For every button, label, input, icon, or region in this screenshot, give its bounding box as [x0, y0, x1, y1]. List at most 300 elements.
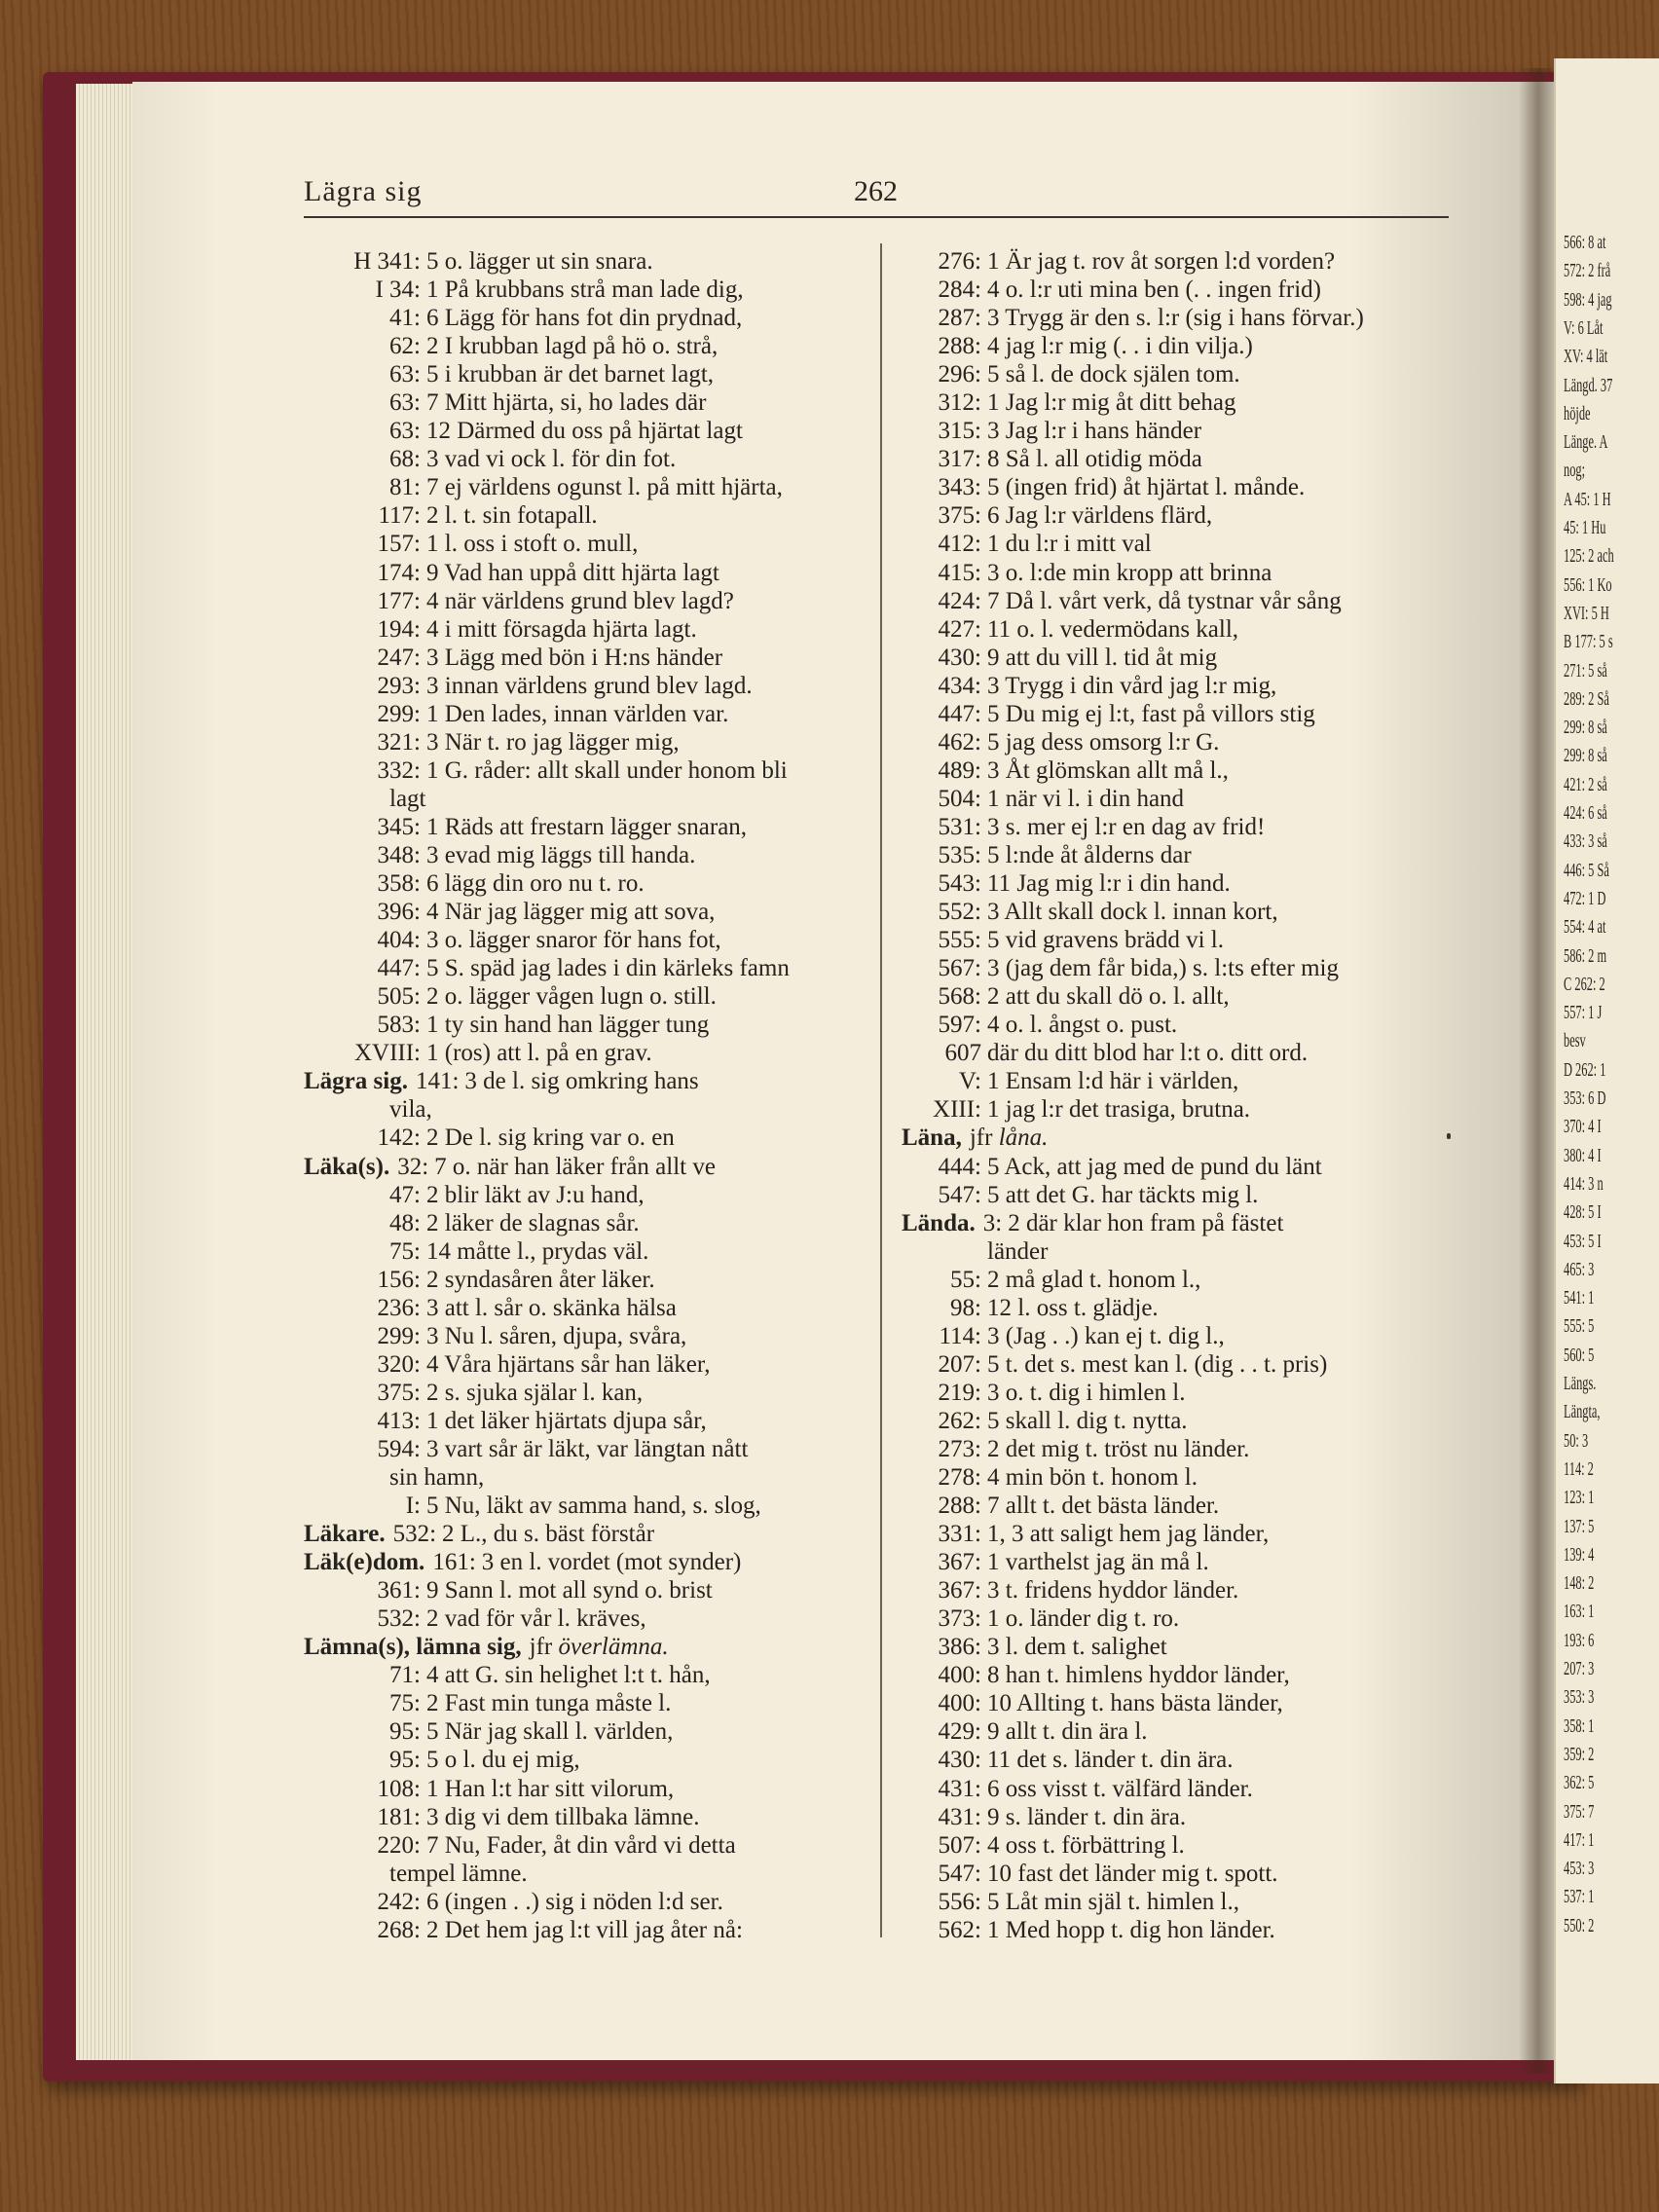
index-entry [304, 700, 859, 728]
index-entry [902, 1520, 1456, 1548]
index-entry [304, 587, 859, 615]
entry-text: 4 När jag lägger mig att sova, [426, 899, 716, 926]
hymn-ref: 41: [389, 305, 421, 332]
index-entry [304, 360, 859, 388]
entry-text: 5 så l. de dock själen tom. [987, 361, 1240, 388]
next-page-line: 557: 1 J [1564, 1002, 1603, 1024]
entry-text: 7 o. när han läker från allt ve [434, 1153, 716, 1180]
index-entry [304, 276, 859, 304]
index-entry [902, 1095, 1456, 1124]
running-head: Lägra sig [304, 175, 423, 207]
index-entry [304, 501, 859, 530]
headword: Läna, [902, 1124, 962, 1152]
next-page-line: 163: 1 [1564, 1601, 1595, 1623]
entry-text: 3 Trygg i din vård jag l:r mig, [987, 672, 1277, 699]
hymn-ref: 141: [415, 1068, 460, 1095]
entry-text: 10 fast det länder mig t. spott. [987, 1860, 1278, 1887]
index-entry [304, 445, 859, 473]
hymn-ref: 177: [377, 587, 421, 614]
headword-entry [304, 1520, 859, 1548]
entry-text: 1 det läker hjärtats djupa sår, [426, 1407, 707, 1434]
entry-text: 2 det mig t. tröst nu länder. [987, 1435, 1250, 1462]
hymn-ref: 207: [938, 1350, 981, 1378]
index-entry [902, 785, 1456, 813]
index-entry [304, 1604, 859, 1633]
next-page-line: nog; [1564, 460, 1586, 482]
entry-text: 5 o l. du ej mig, [426, 1747, 580, 1774]
hymn-ref: 597: [938, 1012, 981, 1039]
next-page-line: 572: 2 frå [1564, 260, 1611, 282]
entry-text: 4 o. l:r uti mina ben (. . ingen frid) [987, 276, 1321, 304]
hymn-ref: 415: [938, 559, 981, 586]
entry-text: 6 Jag l:r världens flärd, [987, 502, 1213, 530]
index-entry [902, 1775, 1456, 1803]
next-page-line: 299: 8 så [1564, 745, 1607, 767]
index-entry [304, 1803, 859, 1831]
entry-text: 3 l. dem t. salighet [987, 1634, 1167, 1661]
entry-text: 9 Vad han uppå ditt hjärta lagt [426, 559, 719, 586]
index-entry [304, 644, 859, 672]
index-entry [902, 615, 1456, 644]
hymn-ref: 68: [389, 446, 421, 473]
hymn-ref: 114: [939, 1322, 981, 1349]
entry-text: 1 Den lades, innan världen var. [426, 700, 729, 727]
index-entry [902, 1604, 1456, 1633]
hymn-ref: 288: [938, 1493, 981, 1520]
index-entry [902, 1067, 1456, 1095]
hymn-ref: 262: [938, 1407, 981, 1434]
next-page-line: B 177: 5 s [1564, 631, 1613, 653]
next-page-line: 555: 5 [1564, 1315, 1595, 1338]
hymn-ref: 98: [950, 1294, 981, 1321]
hymn-ref: 220: [377, 1831, 421, 1859]
index-entry [902, 1266, 1456, 1294]
hymn-ref: 555: [938, 927, 981, 954]
hymn-ref: 161: [432, 1549, 476, 1576]
index-entry [902, 1463, 1456, 1492]
next-page-line: 414: 3 n [1564, 1172, 1604, 1195]
index-entry [902, 1435, 1456, 1463]
entry-text: 3 Nu l. såren, djupa, svåra, [426, 1322, 687, 1349]
index-entry [304, 728, 859, 756]
index-entry [902, 869, 1456, 898]
hymn-ref: 71: [389, 1662, 421, 1689]
entry-text: 5 Du mig ej l:t, fast på villors stig [987, 700, 1315, 727]
index-entry [902, 417, 1456, 445]
hymn-ref: 367: [938, 1577, 981, 1604]
index-entry [902, 1153, 1456, 1181]
entry-text: 4 jag l:r mig (. . i din vilja.) [987, 333, 1253, 360]
entry-text: 4 oss t. förbättring l. [987, 1831, 1185, 1859]
next-page-line: 380: 4 I [1564, 1144, 1602, 1166]
hymn-ref: 181: [377, 1803, 421, 1830]
entry-text: 9 att du vill l. tid åt mig [987, 644, 1218, 671]
next-page-line: 472: 1 D [1564, 887, 1606, 909]
next-page-line: 148: 2 [1564, 1572, 1595, 1595]
hymn-ref: 236: [377, 1294, 421, 1321]
hymn-ref: 556: [938, 1888, 981, 1915]
hymn-ref: 95: [389, 1747, 421, 1774]
entry-text: 2 s. sjuka själar l. kan, [426, 1379, 644, 1406]
index-entry [304, 1407, 859, 1435]
entry-text: 3 en l. vordet (mot synder) [481, 1549, 742, 1576]
entry-text: 4 Våra hjärtans sår han läker, [426, 1350, 711, 1378]
entry-text: 6 (ingen . .) sig i nöden l:d ser. [426, 1888, 723, 1915]
entry-text: 1 Ensam l:d här i världen, [987, 1068, 1239, 1095]
index-entry [304, 1350, 859, 1379]
index-entry [304, 1831, 859, 1860]
entry-text: 3 Jag l:r i hans händer [987, 418, 1202, 445]
next-page-line: Längta, [1564, 1401, 1601, 1423]
entry-continuation: lagt [389, 785, 426, 812]
entry-text: 7 allt t. det bästa länder. [987, 1493, 1220, 1520]
hymn-ref: 293: [377, 672, 421, 699]
hymn-ref: 345: [377, 813, 421, 840]
hymn-ref: H 341: [353, 248, 421, 275]
hymn-ref: 194: [377, 615, 421, 643]
entry-text: där du ditt blod har l:t o. ditt ord. [987, 1040, 1309, 1067]
hymn-ref: I 34: [375, 276, 421, 304]
entry-text: 1 varthelst jag än må l. [987, 1549, 1209, 1576]
index-entry [902, 1576, 1456, 1604]
index-entry [902, 728, 1456, 756]
headword-entry [304, 1067, 859, 1095]
hymn-ref: 276: [938, 248, 981, 275]
hymn-ref: 331: [938, 1521, 981, 1548]
entry-text: 1 På krubbans strå man lade dig, [426, 276, 744, 304]
next-page-line: 433: 3 så [1564, 830, 1607, 853]
page-header [304, 175, 1449, 214]
index-entry [902, 672, 1456, 700]
hymn-ref: 400: [938, 1690, 981, 1717]
next-page-line: höjde [1564, 402, 1591, 424]
entry-text: 11 Jag mig l:r i din hand. [987, 870, 1231, 898]
hymn-ref: 447: [938, 700, 981, 727]
index-entry [902, 1803, 1456, 1831]
index-entry [304, 247, 859, 276]
entry-text: 8 han t. himlens hyddor länder, [987, 1662, 1290, 1689]
hymn-ref: I: [405, 1493, 421, 1520]
index-entry [304, 332, 859, 360]
hymn-ref: 367: [938, 1549, 981, 1576]
index-entry [304, 1266, 859, 1294]
hymn-ref: 273: [938, 1435, 981, 1462]
hymn-ref: 430: [938, 1747, 981, 1774]
next-page-line: 353: 6 D [1564, 1088, 1606, 1109]
hymn-ref: 315: [938, 418, 981, 445]
hymn-ref: 108: [377, 1775, 421, 1802]
hymn-ref: 400: [938, 1662, 981, 1689]
index-entry [902, 1831, 1456, 1860]
hymn-ref: 63: [389, 361, 421, 388]
entry-text: 3 Lägg med bön i H:ns händer [426, 644, 723, 671]
hymn-ref: 504: [938, 785, 981, 812]
entry-text: 4 i mitt försagda hjärta lagt. [426, 615, 697, 643]
headword: Läkare. [304, 1521, 386, 1548]
hymn-ref: 507: [938, 1831, 981, 1859]
page-number: 262 [854, 175, 898, 207]
hymn-ref: 607 [944, 1040, 981, 1067]
index-entry [304, 841, 859, 869]
entry-text: 1 Jag l:r mig åt ditt behag [987, 389, 1236, 417]
index-entry [902, 1350, 1456, 1379]
hymn-ref: 447: [377, 955, 421, 982]
hymn-ref: 63: [389, 389, 421, 417]
index-entry [902, 926, 1456, 954]
index-entry [304, 869, 859, 898]
next-page-line: 207: 3 [1564, 1658, 1595, 1679]
entry-text: jfr [969, 1124, 999, 1152]
hymn-ref: 157: [377, 531, 421, 558]
hymn-ref: 32: [397, 1153, 429, 1180]
index-entry [902, 559, 1456, 587]
index-entry [902, 1888, 1456, 1916]
entry-text: 9 s. länder t. din ära. [987, 1803, 1187, 1830]
entry-text: 11 o. l. vedermödans kall, [987, 615, 1239, 643]
entry-text: 3 innan världens grund blev lagd. [426, 672, 753, 699]
entry-text: 2 må glad t. honom l., [987, 1266, 1201, 1293]
hymn-ref: 505: [377, 983, 421, 1011]
index-entry [902, 304, 1456, 332]
hymn-ref: 552: [938, 899, 981, 926]
index-entry [902, 1011, 1456, 1039]
entry-continuation: vila, [389, 1096, 432, 1124]
next-page-line: 289: 2 Så [1564, 687, 1609, 710]
index-entry [902, 982, 1456, 1011]
entry-text: 2 syndasåren åter läker. [426, 1266, 655, 1293]
entry-text: 3 (Jag . .) kan ej t. dig l., [987, 1322, 1225, 1349]
entry-text: 2 att du skall dö o. l. allt, [987, 983, 1230, 1011]
index-entry [902, 501, 1456, 530]
entry-text: 1 l. oss i stoft o. mull, [426, 531, 639, 558]
index-entry [902, 1492, 1456, 1520]
index-entry [304, 1689, 859, 1717]
hymn-ref: 535: [938, 841, 981, 868]
hymn-ref: 296: [938, 361, 981, 388]
index-entry [304, 1576, 859, 1604]
entry-text: 9 Sann l. mot all synd o. brist [426, 1577, 713, 1604]
index-entry [902, 1181, 1456, 1209]
hymn-ref: 431: [938, 1803, 981, 1830]
index-entry [304, 954, 859, 982]
entry-text: 5 S. späd jag lades i din kärleks famn [426, 955, 790, 982]
next-page-line: 424: 6 så [1564, 802, 1607, 824]
entry-text: 2 o. lägger vågen lugn o. still. [426, 983, 717, 1011]
index-entry [902, 1689, 1456, 1717]
entry-continuation: tempel lämne. [389, 1860, 528, 1887]
entry-text: 2 blir läkt av J:u hand, [426, 1181, 645, 1208]
next-page-line: 554: 4 at [1564, 916, 1606, 939]
headword: Lända. [902, 1209, 976, 1236]
hymn-ref: 299: [377, 1322, 421, 1349]
entry-text: 4 att G. sin helighet l:t t. hån, [426, 1662, 711, 1689]
next-page-line: 566: 8 at [1564, 232, 1606, 253]
entry-text: 5 När jag skall l. världen, [426, 1718, 674, 1746]
next-page-line: 446: 5 Så [1564, 859, 1609, 881]
entry-text: 11 det s. länder t. din ära. [987, 1747, 1234, 1774]
hymn-ref: 95: [389, 1718, 421, 1746]
entry-text: 7 Då l. vårt verk, då tystnar vår sång [987, 587, 1342, 614]
entry-text: 1 du l:r i mitt val [987, 531, 1152, 558]
hymn-ref: 361: [377, 1577, 421, 1604]
headword-entry [304, 1633, 859, 1661]
next-page-fragment [1554, 58, 1659, 2083]
next-page-line: 359: 2 [1564, 1743, 1595, 1765]
hymn-ref: 404: [377, 927, 421, 954]
index-entry [304, 813, 859, 841]
entry-text: 3 dig vi dem tillbaka lämne. [426, 1803, 700, 1830]
hymn-ref: 284: [938, 276, 981, 304]
index-entry [304, 1124, 859, 1152]
index-entry [902, 1717, 1456, 1746]
next-page-line: 137: 5 [1564, 1515, 1595, 1537]
index-entry [304, 1011, 859, 1039]
index-entry [304, 1661, 859, 1689]
entry-text: 4 när världens grund blev lagd? [426, 587, 734, 614]
hymn-ref: 412: [938, 531, 981, 558]
index-entry [902, 360, 1456, 388]
index-entry [304, 530, 859, 558]
index-entry [304, 1717, 859, 1746]
hymn-ref: 317: [938, 446, 981, 473]
entry-text: 5 skall l. dig t. nytta. [987, 1407, 1188, 1434]
hymn-ref: V: [958, 1068, 981, 1095]
entry-text: 6 oss visst t. välfärd länder. [987, 1775, 1253, 1802]
entry-text: 5 vid gravens brädd vi l. [987, 927, 1225, 954]
hymn-ref: 434: [938, 672, 981, 699]
next-page-line: C 262: 2 [1564, 973, 1605, 995]
index-entry [304, 1775, 859, 1803]
hymn-ref: 532: [392, 1521, 437, 1548]
entry-text: 2 De l. sig kring var o. en [426, 1124, 675, 1152]
entry-text: 3 att l. sår o. skänka hälsa [426, 1294, 677, 1321]
index-entry [902, 1322, 1456, 1350]
entry-text: 3 vart sår är läkt, var längtan nått [426, 1435, 749, 1462]
ink-dot [1447, 1133, 1451, 1139]
hymn-ref: 427: [938, 615, 981, 643]
entry-text: 3 Trygg är den s. l:r (sig i hans förvar.) [987, 305, 1364, 332]
index-entry [304, 1916, 859, 1944]
entry-text: 2 I krubban lagd på hö o. strå, [426, 333, 719, 360]
index-entry [902, 247, 1456, 276]
hymn-ref: 568: [938, 983, 981, 1011]
index-entry [304, 1237, 859, 1266]
next-page-line: 362: 5 [1564, 1772, 1595, 1794]
hymn-ref: 320: [377, 1350, 421, 1378]
next-page-line: 299: 8 så [1564, 717, 1607, 739]
entry-text: 12 Därmed du oss på hjärtat lagt [426, 418, 743, 445]
headword-entry [902, 1209, 1456, 1237]
next-page-line: 465: 3 [1564, 1258, 1595, 1280]
index-entry [304, 304, 859, 332]
entry-text: 1 Han l:t har sitt vilorum, [426, 1775, 675, 1802]
index-entry [304, 388, 859, 417]
next-page-line: 586: 2 m [1564, 944, 1607, 967]
headword: Läka(s). [304, 1153, 390, 1180]
hymn-ref: 321: [377, 728, 421, 756]
hymn-ref: 47: [389, 1181, 421, 1208]
hymn-ref: 543: [938, 870, 981, 898]
hymn-ref: 287: [938, 305, 981, 332]
index-entry [902, 1633, 1456, 1661]
entry-text: 1 när vi l. i din hand [987, 785, 1185, 812]
entry-text: 2 där klar hon fram på fästet [1008, 1209, 1284, 1236]
hymn-ref: XVIII: [353, 1040, 421, 1067]
entry-text: 3 vad vi ock l. för din fot. [426, 446, 677, 473]
entry-text: 2 läker de slagnas sår. [426, 1209, 640, 1236]
entry-text: 3 o. lägger snaror för hans fot, [426, 927, 721, 954]
entry-text: 5 o. lägger ut sin snara. [426, 248, 653, 275]
entry-continuation: länder [987, 1237, 1049, 1265]
hymn-ref: 594: [377, 1435, 421, 1462]
hymn-ref: 375: [938, 502, 981, 530]
entry-text: 10 Allting t. hans bästa länder, [987, 1690, 1283, 1717]
entry-text: 7 Mitt hjärta, si, ho lades där [426, 389, 707, 417]
index-entry [304, 1294, 859, 1322]
next-page-line: besv [1564, 1030, 1586, 1052]
index-entry [902, 1916, 1456, 1944]
hymn-ref: 278: [938, 1464, 981, 1492]
book-gutter [1519, 68, 1558, 2074]
hymn-ref: 62: [389, 333, 421, 360]
index-entry [902, 1039, 1456, 1067]
entry-text: 8 Så l. all otidig möda [987, 446, 1202, 473]
index-entry [304, 898, 859, 926]
entry-text: 3 När t. ro jag lägger mig, [426, 728, 680, 756]
index-entry [902, 445, 1456, 473]
hymn-ref: 375: [377, 1379, 421, 1406]
next-page-line: 375: 7 [1564, 1800, 1595, 1823]
entry-text: 1 Är jag t. rov åt sorgen l:d vorden? [987, 248, 1336, 275]
entry-text: 5 i krubban är det barnet lagt, [426, 361, 715, 388]
entry-text: 1 o. länder dig t. ro. [987, 1605, 1180, 1633]
headword: Lägra sig. [304, 1068, 408, 1095]
index-entry [304, 1322, 859, 1350]
next-page-line: 453: 3 [1564, 1858, 1595, 1880]
index-entry [304, 1492, 859, 1520]
column-divider [880, 243, 882, 1937]
entry-text: 3 Åt glömskan allt må l., [987, 756, 1229, 784]
headword: Lämna(s), lämna sig, [304, 1634, 522, 1661]
hymn-ref: 343: [938, 474, 981, 501]
next-page-line: 353: 3 [1564, 1686, 1595, 1709]
hymn-ref: 547: [938, 1181, 981, 1208]
next-page-line: 193: 6 [1564, 1629, 1595, 1651]
index-entry [902, 388, 1456, 417]
index-entry [902, 756, 1456, 785]
hymn-ref: 48: [389, 1209, 421, 1236]
hymn-ref: 386: [938, 1634, 981, 1661]
entry-text: 1 ty sin hand han lägger tung [426, 1012, 710, 1039]
entry-text: 3 de l. sig omkring hans [464, 1068, 699, 1095]
entry-text: 3 s. mer ej l:r en dag av frid! [987, 813, 1266, 840]
hymn-ref: 413: [377, 1407, 421, 1434]
entry-text: 1 Räds att frestarn lägger snaran, [426, 813, 748, 840]
entry-text: 12 l. oss t. glädje. [987, 1294, 1159, 1321]
hymn-ref: 562: [938, 1916, 981, 1943]
hymn-ref: 396: [377, 899, 421, 926]
index-entry [304, 417, 859, 445]
entry-text: 5 (ingen frid) åt hjärtat l. månde. [987, 474, 1306, 501]
entry-text: 2 L., du s. bäst förstår [442, 1521, 655, 1548]
headword: Läk(e)dom. [304, 1549, 425, 1576]
entry-text: 5 t. det s. mest kan l. (dig . . t. pris) [987, 1350, 1328, 1378]
hymn-ref: 430: [938, 644, 981, 671]
index-entry [902, 813, 1456, 841]
entry-text: 14 måtte l., prydas väl. [426, 1237, 649, 1265]
next-page-line: 537: 1 [1564, 1886, 1595, 1908]
index-entry [304, 756, 859, 785]
